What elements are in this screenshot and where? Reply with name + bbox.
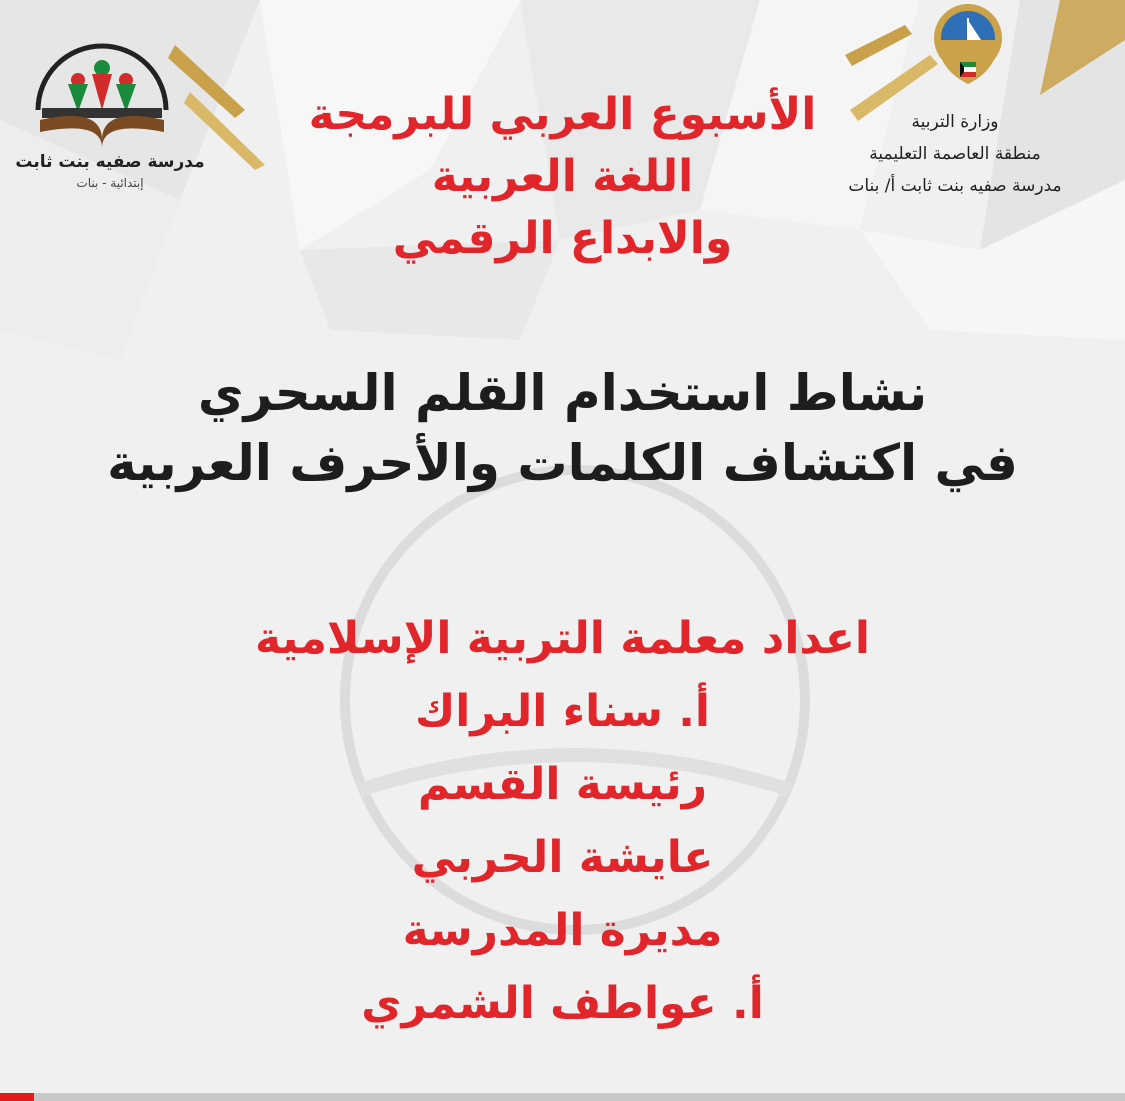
credits [0, 602, 1125, 1040]
credits-line: مديرة المدرسة [402, 905, 723, 956]
video-progress-bar[interactable] [0, 1093, 1125, 1101]
school-logo-name: مدرسة صفيه بنت ثابت [15, 152, 205, 172]
credits-line: أ. عواطف الشمري [361, 978, 764, 1029]
school-logo-sub: إبتدائية - بنات [76, 176, 144, 190]
activity-title-line: في اكتشاف الكلمات والأحرف العربية [107, 434, 1018, 492]
event-title-line: والابداع الرقمي [392, 213, 733, 264]
school-line: مدرسة صفيه بنت ثابت أ/ بنات [848, 176, 1062, 196]
activity-title [0, 358, 1125, 498]
event-title [0, 84, 1125, 270]
kuwait-emblem-icon [919, 0, 1017, 96]
ministry-line: وزارة التربية [911, 112, 999, 132]
credits-line: رئيسة القسم [417, 759, 708, 810]
video-progress-played [0, 1093, 34, 1101]
event-title-line: الأسبوع العربي للبرمجة [308, 89, 817, 140]
region-line: منطقة العاصمة التعليمية [869, 144, 1041, 164]
credits-line: عايشة الحربي [411, 832, 714, 883]
credits-line: اعداد معلمة التربية الإسلامية [255, 613, 870, 664]
credits-line: أ. سناء البراك [414, 686, 711, 737]
activity-title-line: نشاط استخدام القلم السحري [197, 364, 928, 422]
event-title-line: اللغة العربية [431, 151, 694, 202]
